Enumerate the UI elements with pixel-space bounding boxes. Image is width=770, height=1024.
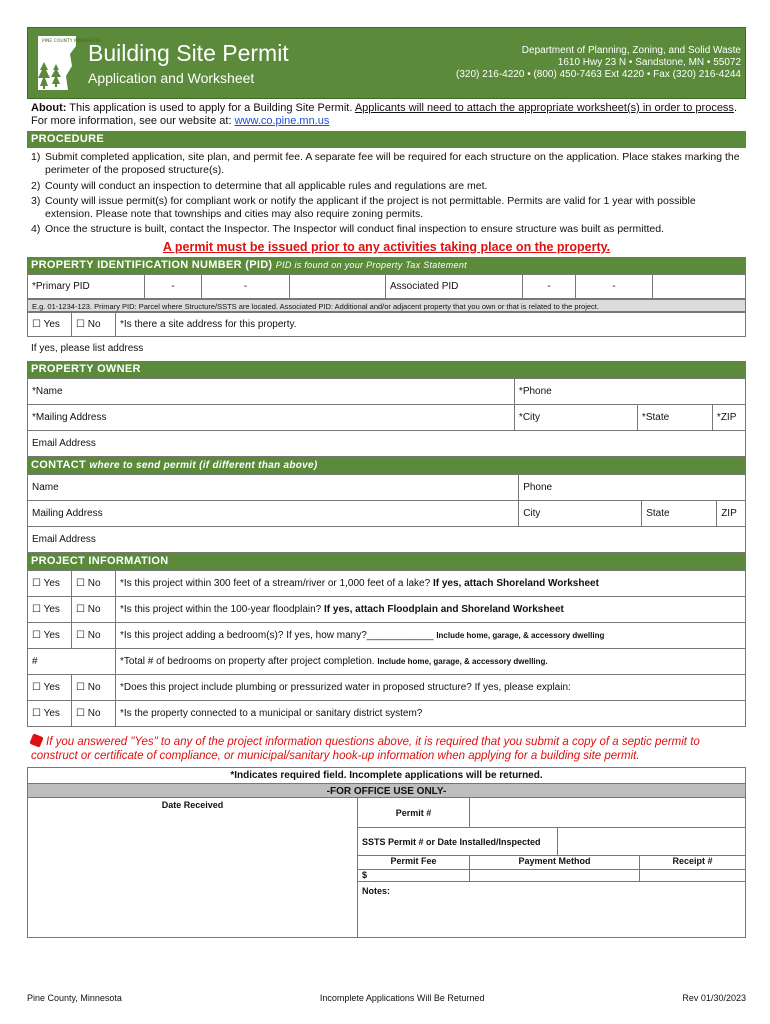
owner-phone-field[interactable]: *Phone — [514, 378, 745, 404]
permit-fee-field[interactable]: $ — [358, 870, 470, 881]
pid-table — [27, 274, 746, 299]
procedure-step: 4) Once the structure is built, contact the Inspector. The Inspector will conduct final inspection to ensure structure was built as permitted. — [31, 223, 665, 236]
about-section — [27, 99, 746, 131]
notes-field[interactable]: Notes: — [362, 885, 391, 896]
site-address-yes-checkbox[interactable]: ☐ Yes — [28, 312, 72, 336]
q1-no-checkbox[interactable]: ☐ No — [72, 570, 116, 596]
q5-no-checkbox[interactable]: ☐ No — [72, 674, 116, 700]
owner-city-field[interactable]: *City — [514, 404, 637, 430]
q6-yes-checkbox[interactable]: ☐ Yes — [28, 700, 72, 726]
project-header: PROJECT INFORMATION — [27, 553, 746, 570]
required-note: *Indicates required field. Incomplete applications will be returned. — [27, 767, 746, 783]
contact-name-field[interactable]: Name — [28, 474, 519, 500]
q3-no-checkbox[interactable]: ☐ No — [72, 622, 116, 648]
office-use-header: -FOR OFFICE USE ONLY- — [27, 783, 746, 798]
q2-yes-checkbox[interactable]: ☐ Yes — [28, 596, 72, 622]
contact-email-field[interactable]: Email Address — [28, 526, 746, 552]
contact-city-field[interactable]: City — [519, 500, 642, 526]
date-received-field[interactable]: Date Received — [28, 798, 358, 937]
permit-fee-label: Permit Fee — [358, 856, 470, 869]
project-table — [27, 570, 746, 727]
site-address-no-checkbox[interactable]: ☐ No — [72, 312, 116, 336]
about-text: This application is used to apply for a Building Site Permit. — [66, 102, 355, 114]
q3-question: *Is this project adding a bedroom(s)? If yes, how many?____________ Include home, garage, & accessory dwelling — [116, 622, 746, 648]
footer-revision: Rev 01/30/2023 — [682, 993, 746, 1003]
q1-question: *Is this project within 300 feet of a stream/river or 1,000 feet of a lake? If yes, attach Shoreland Worksheet — [116, 570, 746, 596]
procedure-step: 2) County will conduct an inspection to determine that all applicable rules and regulations are met. — [31, 179, 488, 192]
owner-mailing-address-field[interactable]: *Mailing Address — [28, 404, 515, 430]
receipt-number-field[interactable] — [640, 870, 745, 881]
department-info — [456, 45, 741, 81]
associated-pid-part1[interactable]: - — [523, 274, 576, 298]
ssts-permit-field[interactable] — [558, 828, 745, 855]
associated-pid-label: Associated PID — [386, 274, 523, 298]
about-label: About: — [31, 102, 67, 114]
primary-pid-label: *Primary PID — [28, 274, 145, 298]
primary-pid-part1[interactable]: - — [145, 274, 202, 298]
primary-pid-part2[interactable]: - — [202, 274, 290, 298]
permit-warning: A permit must be issued prior to any activities taking place on the property. — [162, 239, 611, 254]
contact-zip-field[interactable]: ZIP — [717, 500, 746, 526]
site-address-field[interactable]: If yes, please list address — [31, 342, 144, 354]
dept-address: 1610 Hwy 23 N • Sandstone, MN • 55072 — [557, 57, 741, 68]
page-subtitle: Application and Worksheet — [88, 70, 255, 86]
contact-phone-field[interactable]: Phone — [519, 474, 746, 500]
procedure-list — [27, 148, 746, 237]
contact-table — [27, 474, 746, 553]
about-text-more: . For more information, see our website at: — [31, 102, 737, 127]
owner-name-field[interactable]: *Name — [28, 378, 515, 404]
owner-zip-field[interactable]: *ZIP — [712, 404, 745, 430]
owner-email-field[interactable]: Email Address — [28, 430, 746, 456]
associated-pid-part2[interactable]: - — [576, 274, 653, 298]
septic-notice: If you answered "Yes" to any of the project information questions above, it is required that you submit a copy of a septic permit to construct or certificate of compliance, or municipal/sanitary hook-up information when applying for a building site permit. — [27, 727, 746, 767]
bedroom-count-field[interactable]: # — [28, 648, 116, 674]
permit-number-field[interactable] — [470, 798, 745, 827]
q6-question: *Is the property connected to a municipal or sanitary district system? — [116, 700, 746, 726]
q2-no-checkbox[interactable]: ☐ No — [72, 596, 116, 622]
owner-state-field[interactable]: *State — [637, 404, 712, 430]
pid-header: PROPERTY IDENTIFICATION NUMBER (PID) PID is found on your Property Tax Statement — [27, 257, 746, 274]
procedure-step: 1) Submit completed application, site plan, and permit fee. A separate fee will be required for each structure on the application. Place stakes marking the perimeter of the proposed structure(s). — [31, 151, 740, 177]
logo-text: PINE COUNTY MINNESOTA — [42, 39, 101, 44]
site-address-table — [27, 312, 746, 337]
stop-icon — [29, 733, 43, 747]
receipt-number-label: Receipt # — [672, 855, 713, 866]
owner-table — [27, 378, 746, 457]
q3-yes-checkbox[interactable]: ☐ Yes — [28, 622, 72, 648]
q5-question: *Does this project include plumbing or pressurized water in proposed structure? If yes, please explain: — [116, 674, 746, 700]
q5-yes-checkbox[interactable]: ☐ Yes — [28, 674, 72, 700]
payment-method-field[interactable] — [470, 870, 640, 881]
pid-example: E.g. 01-1234-123. Primary PID: Parcel where Structure/SSTS are located. Associated PID: Additional and/or adjacent property that you own or that is related to the project. — [27, 299, 746, 312]
page-title: Building Site Permit — [88, 40, 289, 66]
office-use-section — [27, 798, 746, 938]
owner-header: PROPERTY OWNER — [27, 361, 746, 378]
procedure-header: PROCEDURE — [27, 131, 746, 148]
page-footer — [27, 993, 746, 1003]
footer-notice: Incomplete Applications Will Be Returned — [319, 993, 485, 1003]
website-link[interactable]: www.co.pine.mn.us — [234, 115, 330, 127]
q4-question: *Total # of bedrooms on property after project completion. Include home, garage, & accessory dwelling. — [116, 648, 746, 674]
pine-county-logo — [32, 32, 101, 96]
dept-name: Department of Planning, Zoning, and Solid Waste — [521, 45, 741, 56]
payment-method-label: Payment Method — [470, 856, 640, 869]
permit-page — [27, 27, 746, 938]
primary-pid-part3[interactable] — [290, 274, 386, 298]
pid-note: PID is found on your Property Tax Statement — [275, 259, 467, 270]
contact-note: where to send permit (if different than above) — [89, 459, 318, 471]
ssts-permit-label: SSTS Permit # or Date Installed/Inspected — [358, 828, 558, 855]
contact-state-field[interactable]: State — [642, 500, 717, 526]
about-worksheet-note: Applicants will need to attach the appropriate worksheet(s) in order to process — [354, 102, 734, 114]
footer-county: Pine County, Minnesota — [27, 993, 122, 1003]
dept-phone: (320) 216-4220 • (800) 450-7463 Ext 4220 • Fax (320) 216-4244 — [456, 69, 741, 80]
contact-mailing-address-field[interactable]: Mailing Address — [28, 500, 519, 526]
header-banner — [27, 27, 746, 99]
q2-question: *Is this project within the 100-year floodplain? If yes, attach Floodplain and Shoreland Worksheet — [116, 596, 746, 622]
procedure-step: 3) County will issue permit(s) for compliant work or notify the applicant if the project is not permittable. Permits are valid for 1 year with possible extension. Please note that townships and cities may also require zoning permits. — [31, 194, 696, 221]
site-address-question: *Is there a site address for this property. — [116, 312, 746, 336]
q6-no-checkbox[interactable]: ☐ No — [72, 700, 116, 726]
associated-pid-part3[interactable] — [653, 274, 746, 298]
q1-yes-checkbox[interactable]: ☐ Yes — [28, 570, 72, 596]
contact-header: CONTACT where to send permit (if different than above) — [27, 457, 746, 474]
permit-number-label: Permit # — [358, 798, 470, 827]
